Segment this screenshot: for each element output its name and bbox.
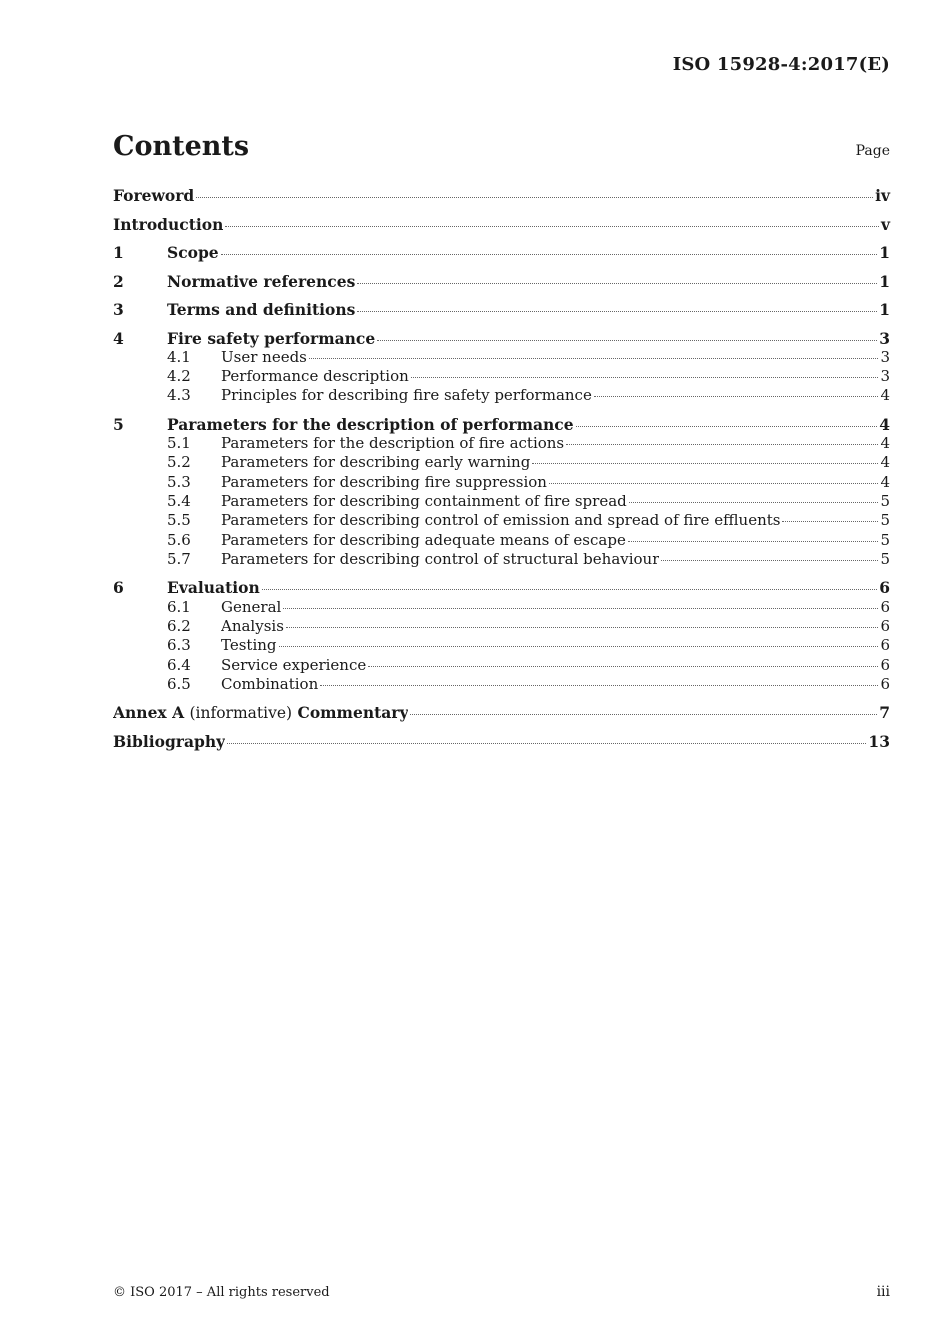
toc-entry-title: Testing: [221, 636, 277, 655]
toc-entry-page: 1: [879, 271, 890, 291]
annex-title: Commentary: [297, 703, 409, 723]
toc-entry-number: 5.1: [167, 434, 191, 453]
toc-entry-title: Evaluation: [167, 578, 260, 598]
toc-entry-title: Parameters for describing control of structural behaviour: [221, 549, 660, 568]
toc-entry-5-5[interactable]: [113, 511, 890, 530]
toc-entry-page: 5: [880, 549, 890, 568]
toc-entry-5-6[interactable]: [113, 531, 890, 550]
leader-dots: [628, 540, 879, 542]
toc-entry-5-1[interactable]: [113, 434, 890, 453]
toc-entry-page: 5: [880, 511, 890, 530]
toc-entry-page: 5: [880, 530, 890, 549]
toc-entry-title: Parameters for describing fire suppression: [221, 472, 547, 491]
page-number: iii: [876, 1284, 890, 1300]
toc-entry-title: Terms and definitions: [167, 300, 356, 319]
leader-dots: [357, 282, 877, 284]
toc-entry-3[interactable]: [113, 300, 890, 329]
toc-entry-5-2[interactable]: [113, 453, 890, 472]
toc-entry-introduction[interactable]: [113, 215, 890, 244]
toc-entry-page: 3: [880, 347, 890, 366]
toc-entry-page: 1: [879, 243, 890, 262]
toc-entry-number: 5.7: [167, 549, 191, 568]
toc-entry-4[interactable]: [113, 329, 890, 348]
toc-entry-page: 3: [880, 367, 890, 386]
toc-entry-2[interactable]: [113, 272, 890, 301]
toc-entry-number: 1: [113, 243, 124, 262]
toc-entry-number: 6.2: [167, 617, 191, 636]
toc-entry-title: Principles for describing fire safety performance: [221, 386, 592, 405]
toc-entry-title: Scope: [167, 243, 219, 262]
leader-dots: [532, 462, 878, 464]
toc-entry-page: 4: [880, 434, 890, 453]
leader-dots: [196, 196, 873, 198]
toc-entry-title: Parameters for the description of performance: [167, 414, 574, 434]
toc-entry-title: Service experience: [221, 655, 367, 674]
toc-entry-5-4[interactable]: [113, 492, 890, 511]
toc-entry-page: 6: [880, 597, 890, 616]
copyright-notice: © ISO 2017 – All rights reserved: [113, 1285, 330, 1300]
toc-entry-page: 6: [880, 674, 890, 693]
leader-dots: [377, 339, 877, 341]
toc-entry-page: 6: [880, 655, 890, 674]
leader-dots: [410, 713, 877, 715]
toc-entry-page: iv: [875, 186, 890, 205]
toc-entry-page: 3: [879, 328, 890, 348]
toc-entry-page: 6: [880, 617, 890, 636]
toc-entry-number: 5.2: [167, 453, 191, 472]
toc-entry-page: 7: [879, 703, 890, 723]
toc-entry-title: Parameters for describing adequate means of escape: [221, 530, 626, 549]
leader-dots: [227, 742, 866, 744]
toc-entry-title: General: [221, 597, 282, 616]
toc-entry-number: 5.5: [167, 511, 191, 530]
leader-dots: [566, 443, 878, 445]
toc-entry-5-3[interactable]: [113, 473, 890, 492]
toc-entry-number: 3: [113, 300, 124, 319]
toc-entry-5[interactable]: [113, 415, 890, 434]
toc-entry-4-2[interactable]: [113, 367, 890, 386]
toc-entry-title: Parameters for describing containment of fire spread: [221, 492, 627, 511]
toc-entry-page: 5: [880, 492, 890, 511]
document-id: ISO 15928-4:2017(E): [672, 54, 890, 75]
leader-dots: [309, 357, 879, 359]
toc-entry-number: 4: [113, 328, 124, 348]
leader-dots: [576, 425, 878, 427]
annex-type: (informative): [189, 704, 293, 723]
toc-entry-title: Combination: [221, 674, 319, 693]
toc-entry-title: Foreword: [113, 186, 195, 205]
leader-dots: [368, 665, 878, 667]
toc-entry-6-1[interactable]: [113, 598, 890, 617]
toc-entry-number: 6.4: [167, 655, 191, 674]
toc-entry-number: 5.6: [167, 530, 191, 549]
toc-entry-number: 4.1: [167, 347, 191, 366]
toc-entry-page: 4: [880, 453, 890, 472]
toc-entry-number: 6.5: [167, 674, 191, 693]
toc-entry-title: Analysis: [221, 617, 284, 636]
toc-entry-number: 6.1: [167, 597, 191, 616]
leader-dots: [262, 588, 877, 590]
leader-dots: [661, 559, 878, 561]
toc-entry-title: Bibliography: [113, 731, 226, 751]
leader-dots: [411, 376, 879, 378]
table-of-contents: [113, 186, 890, 760]
toc-entry-number: 5.4: [167, 492, 191, 511]
leader-dots: [286, 626, 879, 628]
leader-dots: [225, 225, 879, 227]
toc-entry-6-3[interactable]: [113, 636, 890, 655]
toc-entry-number: 5: [113, 414, 124, 434]
toc-entry-page: 6: [879, 578, 890, 598]
leader-dots: [279, 645, 879, 647]
toc-entry-title: Introduction: [113, 214, 224, 234]
toc-entry-foreword[interactable]: [113, 186, 890, 215]
toc-entry-title: Fire safety performance: [167, 328, 376, 348]
toc-entry-bibliography[interactable]: [113, 732, 890, 761]
leader-dots: [629, 501, 879, 503]
toc-entry-number: 4.2: [167, 367, 191, 386]
toc-entry-title: Parameters for the description of fire actions: [221, 434, 565, 453]
leader-dots: [549, 482, 879, 484]
toc-entry-page: v: [880, 214, 890, 234]
toc-entry-5-7[interactable]: [113, 550, 890, 579]
toc-entry-title: Performance description: [221, 367, 409, 386]
leader-dots: [283, 607, 878, 609]
toc-entry-6-5[interactable]: [113, 675, 890, 704]
page-column-label: Page: [855, 143, 890, 159]
toc-entry-4-1[interactable]: [113, 348, 890, 367]
leader-dots: [782, 520, 878, 522]
toc-entry-page: 4: [880, 472, 890, 491]
toc-entry-number: 2: [113, 271, 124, 291]
toc-entry-title: Parameters for describing early warning: [221, 453, 531, 472]
toc-entry-number: 5.3: [167, 472, 191, 491]
toc-entry-6[interactable]: [113, 578, 890, 597]
toc-entry-4-3[interactable]: [113, 386, 890, 415]
toc-entry-page: 13: [868, 731, 890, 751]
toc-entry-page: 6: [880, 636, 890, 655]
toc-entry-annex-a[interactable]: [113, 703, 890, 732]
leader-dots: [594, 395, 879, 397]
toc-entry-6-2[interactable]: [113, 617, 890, 636]
toc-entry-number: 4.3: [167, 386, 191, 405]
toc-entry-page: 4: [880, 386, 890, 405]
toc-entry-title: Normative references: [167, 271, 356, 291]
toc-entry-1[interactable]: [113, 243, 890, 272]
leader-dots: [221, 253, 878, 255]
toc-entry-title: Parameters for describing control of emission and spread of fire effluents: [221, 511, 781, 530]
toc-entry-page: 1: [879, 300, 890, 319]
toc-entry-number: 6: [113, 578, 124, 598]
toc-entry-6-4[interactable]: [113, 656, 890, 675]
leader-dots: [357, 310, 877, 312]
page-title: Contents: [113, 131, 250, 162]
toc-entry-page: 4: [879, 414, 890, 434]
toc-entry-title: [113, 703, 408, 723]
toc-entry-number: 6.3: [167, 636, 191, 655]
toc-entry-title: User needs: [221, 347, 307, 366]
annex-label: Annex A: [113, 703, 185, 723]
leader-dots: [320, 684, 878, 686]
